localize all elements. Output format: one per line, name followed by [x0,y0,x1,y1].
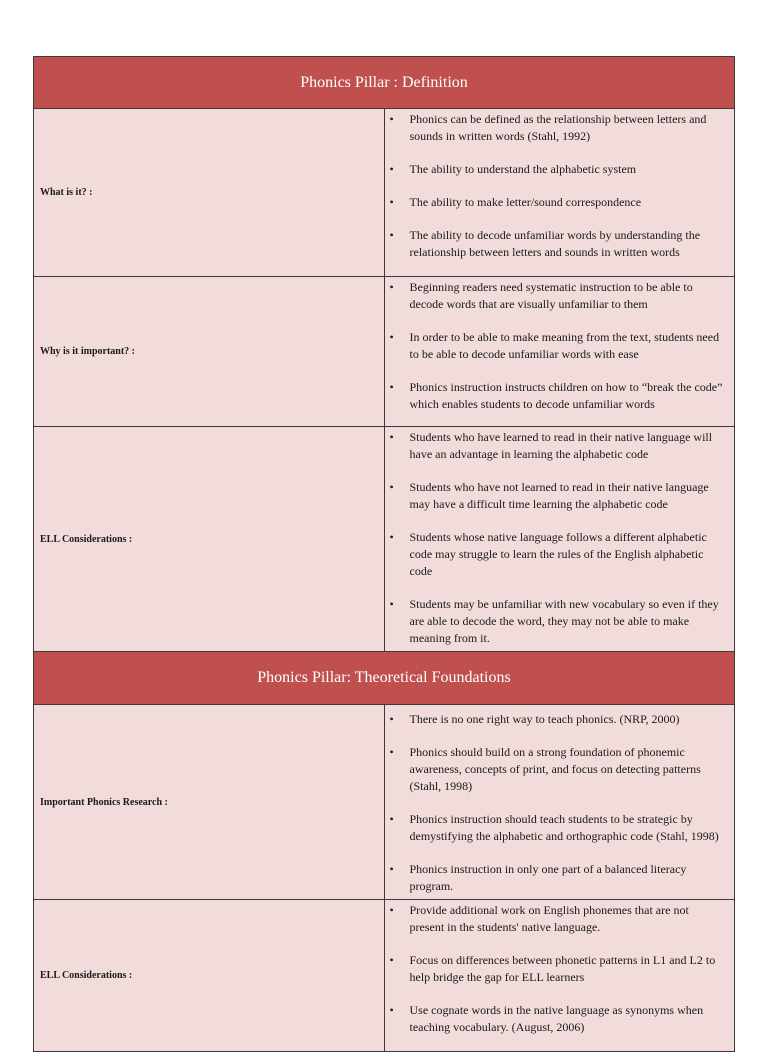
list-item-text: Phonics instruction in only one part of a balanced literacy program. [409,862,687,893]
bullet-icon: • [389,862,394,876]
list-item [389,1002,727,1036]
list-item-text: Beginning readers need systematic instruction to be able to decode words that are visually unfamiliar to them [409,280,693,311]
bullet-list [389,902,727,1036]
bullet-icon: • [389,597,394,611]
row-label-ell-considerations: ELL Considerations : [34,427,385,652]
bullet-icon: • [389,1003,394,1017]
bullet-list [389,711,727,895]
list-item-text: Students who have learned to read in their native language will have an advantage in learning the alphabetic code [409,430,713,461]
definition-section-title: Phonics Pillar : Definition [34,57,735,109]
table-row [34,900,735,1052]
bullet-icon: • [389,480,394,494]
list-item-text: The ability to decode unfamiliar words by understanding the relationship between letters and sounds in written words [409,228,701,259]
bullet-icon: • [389,953,394,967]
list-item [389,329,727,363]
list-item [389,861,727,895]
bullet-icon: • [389,162,394,176]
row-content-ell-considerations [384,427,735,652]
list-item-text: Focus on differences between phonetic patterns in L1 and L2 to help bridge the gap for ELL learners [409,953,716,984]
table-row [34,427,735,652]
bullet-icon: • [389,195,394,209]
table-row [34,705,735,900]
bullet-icon: • [389,530,394,544]
list-item [389,902,727,936]
row-label-what-is-it: What is it? : [34,109,385,277]
list-item-text: Phonics instruction instructs children on how to “break the code” which enables students to decode unfamiliar words [409,380,723,411]
bullet-icon: • [389,330,394,344]
list-item [389,111,727,145]
bullet-list [389,279,727,413]
list-item-text: Phonics can be defined as the relationship between letters and sounds in written words (Stahl, 1992) [409,112,707,143]
bullet-list [389,429,727,647]
list-item-text: The ability to understand the alphabetic system [409,162,637,176]
list-item-text: Students may be unfamiliar with new vocabulary so even if they are able to decode the word, they may not be able to make meaning from it. [409,597,719,645]
list-item [389,429,727,463]
list-item-text: Phonics instruction should teach students to be strategic by demystifying the alphabetic and orthographic code (Stahl, 1998) [409,812,719,843]
list-item-text: There is no one right way to teach phonics. (NRP, 2000) [409,712,680,726]
phonics-pillar-table [33,56,735,1052]
list-item [389,811,727,845]
bullet-icon: • [389,280,394,294]
foundations-header-row [34,652,735,705]
bullet-list [389,111,727,261]
definition-header-row [34,57,735,109]
list-item [389,529,727,580]
list-item-text: Phonics should build on a strong foundation of phonemic awareness, concepts of print, and focus on detecting patterns (Stahl, 1998) [409,745,701,793]
list-item-text: In order to be able to make meaning from the text, students need to be able to decode unfamiliar words with ease [409,330,720,361]
list-item [389,952,727,986]
list-item [389,194,727,211]
list-item-text: Students whose native language follows a different alphabetic code may struggle to learn the rules of the English alphabetic code [409,530,707,578]
table-row [34,277,735,427]
bullet-icon: • [389,903,394,917]
bullet-icon: • [389,812,394,826]
list-item-text: Provide additional work on English phonemes that are not present in the students' native language. [409,903,689,934]
list-item [389,479,727,513]
row-content-ell-considerations-foundations [384,900,735,1052]
list-item-text: The ability to make letter/sound correspondence [409,195,642,209]
table-row [34,109,735,277]
list-item [389,596,727,647]
list-item [389,379,727,413]
row-label-ell-considerations-foundations: ELL Considerations : [34,900,385,1052]
row-content-important-research [384,705,735,900]
row-content-what-is-it [384,109,735,277]
list-item [389,744,727,795]
bullet-icon: • [389,430,394,444]
bullet-icon: • [389,228,394,242]
row-content-why-important [384,277,735,427]
list-item [389,279,727,313]
bullet-icon: • [389,112,394,126]
list-item [389,227,727,261]
foundations-section-title: Phonics Pillar: Theoretical Foundations [34,652,735,705]
list-item [389,161,727,178]
bullet-icon: • [389,745,394,759]
row-label-important-research: Important Phonics Research : [34,705,385,900]
bullet-icon: • [389,712,394,726]
list-item-text: Students who have not learned to read in their native language may have a difficult time learning the alphabetic code [409,480,709,511]
list-item [389,711,727,728]
list-item-text: Use cognate words in the native language as synonyms when teaching vocabulary. (August, 2006) [409,1003,704,1034]
bullet-icon: • [389,380,394,394]
row-label-why-important: Why is it important? : [34,277,385,427]
